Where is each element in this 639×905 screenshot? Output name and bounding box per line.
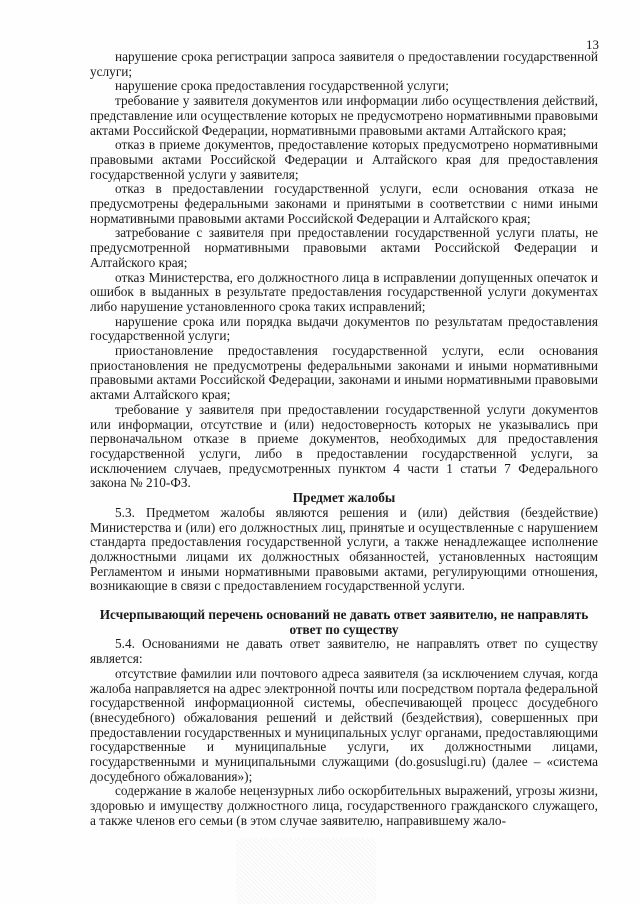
paragraph-refusal-service: отказ в предоставлении государственной услуги, если основания отказа не предусмотрены федеральными законами и принятыми в соответствии с ними иными нормативными правовыми актами Российской Федерации и Алтайского края;: [90, 181, 598, 226]
paragraph-violation-registration: нарушение срока регистрации запроса заявителя о предоставлении государственной услуги;: [90, 49, 598, 79]
paragraph-fee-demand: затребование с заявителя при предоставлении государственной услуги платы, не предусмотренной нормативными правовыми актами Российской Федерации и Алтайского края;: [90, 225, 598, 270]
section-heading-complaint-subject: Предмет жалобы: [292, 490, 396, 506]
paragraph-suspension: приостановление предоставления государственной услуги, если основания приостановления не предусмотрены федеральными законами и иными нормативными правовыми актами Российской Федерации, законами и иными нормативными правовыми актами Алтайского края;: [90, 343, 598, 403]
paragraph-absence-name-address: отсутствие фамилии или почтового адреса заявителя (за исключением случая, когда жалоба направляется на адрес электронной почты или посредством портала федеральной государственной информационной системы, обеспечивающей процесс досудебного (внесудебного) обжалования решений и действий (бездействия), совершенных при предоставлении государственных и муниципальных услуг органами, предоставляющими государственные и муниципальные услуги, их должностными лицами, государственными и муниципальными служащими (do.gosuslugi.ru) (далее – «система досудебного обжалования»);: [90, 665, 598, 784]
paragraph-demand-documents: требование у заявителя документов или информации либо осуществления действий, представление или осуществление которых не предусмотрено нормативными правовыми актами Российской Федерации, нормативными правовыми актами Алтайского края;: [90, 93, 598, 138]
paragraph-5-4: 5.4. Основаниями не давать ответ заявителю, не направлять ответ по существу является:: [90, 636, 598, 667]
section-heading-grounds-no-reply: Исчерпывающий перечень оснований не давать ответ заявителю, не направлять ответ по существу: [99, 607, 589, 637]
paragraph-refusal-acceptance: отказ в приеме документов, предоставление которых предусмотрено нормативными правовыми актами Российской Федерации и Алтайского края для предоставления государственной услуги у заявителя;: [90, 137, 598, 182]
paragraph-5-3: 5.3. Предметом жалобы являются решения и (или) действия (бездействие) Министерства и (или) его должностных лиц, принятые и осуществленные с нарушением стандарта предоставления государственной услуги, а также ненадлежащее исполнение должностными лицами их должностных обязанностей, установленных настоящим Регламентом и иными нормативными правовыми актами, регулирующими отношения, возникающие в связи с предоставлением государственной услуги.: [90, 504, 598, 594]
paragraph-demand-absent-info: требование у заявителя при предоставлении государственной услуги документов или информации, отсутствие и (или) недостоверность которых не указывались при первоначальном отказе в приеме документов, необходимых для предоставления государственной услуги, либо в предоставлении государственной услуги, за исключением случаев, предусмотренных пунктом 4 части 1 статьи 7 Федерального закона № 210-ФЗ.: [90, 401, 598, 491]
stamp-watermark: [236, 838, 376, 904]
paragraph-obscene-content: содержание в жалобе нецензурных либо оскорбительных выражений, угрозы жизни, здоровью и имуществу должностного лица, государственного гражданского служащего, а также членов его семьи (в этом случае заявителю, направившему жало-: [90, 783, 598, 828]
paragraph-issuance-violation: нарушение срока или порядка выдачи документов по результатам предоставления государственной услуги;: [90, 313, 598, 344]
page-number: 13: [586, 37, 599, 52]
paragraph-violation-term: нарушение срока предоставления государственной услуги;: [115, 78, 449, 94]
paragraph-refusal-corrections: отказ Министерства, его должностного лица в исправлении допущенных опечаток и ошибок в выданных в результате предоставления государственной услуги документах либо нарушение установленного срока таких исправлений;: [90, 269, 598, 314]
document-body: [90, 50, 598, 829]
